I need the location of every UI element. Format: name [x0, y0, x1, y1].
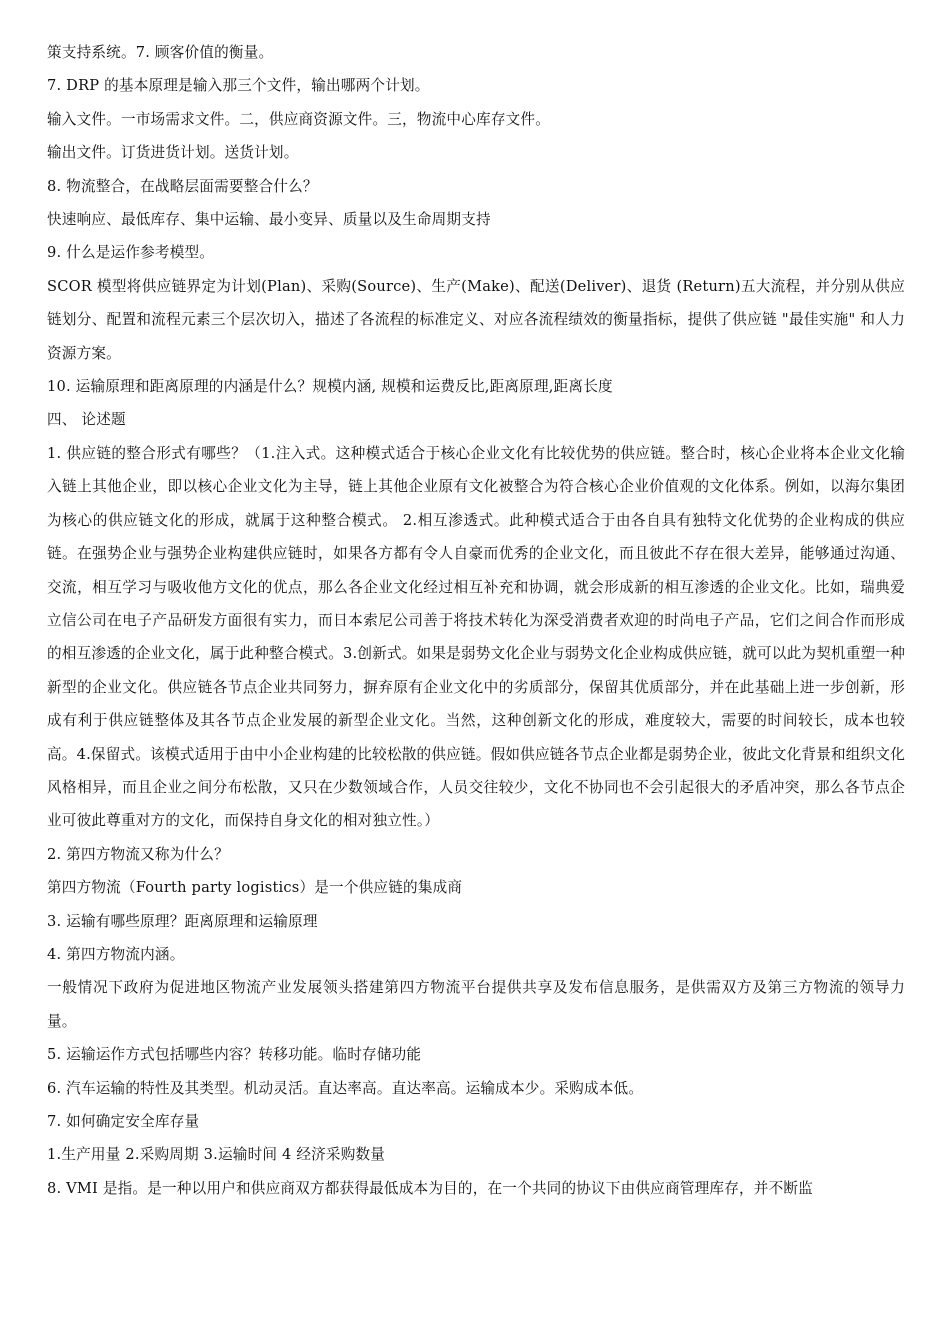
- answer-text: 输入文件。一市场需求文件。二，供应商资源文件。三，物流中心库存文件。: [47, 110, 550, 128]
- question-heading: 2. 第四方物流又称为什么？: [47, 845, 229, 863]
- answer-paragraph: SCOR 模型将供应链界定为计划(Plan)、采购(Source)、生产(Make)、配送(Deliver)、退货 (Return)五大流程，并分别从供应链划分、配置和流程元素三个层次切入，描述了各流程的标准定义、对应各流程绩效的衡量指标，提供了供应链 "最佳实施" 和人力资源方案。: [47, 277, 905, 362]
- question-heading: 5. 运输运作方式包括哪些内容？转移功能。临时存储功能: [47, 1046, 422, 1064]
- question-heading: 10. 运输原理和距离原理的内涵是什么？规模内涵, 规模和运费反比,距离原理,距离长度: [47, 378, 613, 396]
- document-body: [47, 36, 905, 1205]
- question-heading: 9. 什么是运作参考模型。: [47, 244, 215, 262]
- question-heading: 4. 第四方物流内涵。: [47, 945, 185, 963]
- answer-text: 快速响应、最低库存、集中运输、最小变异、质量以及生命周期支持: [47, 211, 491, 229]
- question-heading: 7. 如何确定安全库存量: [47, 1113, 200, 1130]
- section-heading: 四、 论述题: [47, 411, 126, 429]
- question-heading: 7. DRP 的基本原理是输入那三个文件，输出哪两个计划。: [47, 77, 430, 95]
- answer-paragraph: 1. 供应链的整合形式有哪些？（1.注入式。这种模式适合于核心企业文化有比较优势的供应链。整合时，核心企业将本企业文化输入链上其他企业，即以核心企业文化为主导，链上其他企业原有文化被整合为符合核心企业价值观的文化体系。例如，以海尔集团为核心的供应链文化的形成，就属于这种整合模式。 2.相互渗透式。此种模式适合于由各自具有独特文化优势的企业构成的供应链。在强势企业与强势企业构建供应链时，如果各方都有令人自豪而优秀的企业文化，而且彼此不存在很大差异，能够通过沟通、交流，相互学习与吸收他方文化的优点，那么各企业文化经过相互补充和协调，就会形成新的相互渗透的企业文化。比如，瑞典爱立信公司在电子产品研发方面很有实力，而日本索尼公司善于将技术转化为深受消费者欢迎的时尚电子产品，它们之间合作而形成的相互渗透的企业文化，属于此种整合模式。3.创新式。如果是弱势文化企业与弱势文化企业构成供应链，就可以此为契机重塑一种新型的企业文化。供应链各节点企业共同努力，摒弃原有企业文化中的劣质部分，保留其优质部分，并在此基础上进一步创新，形成有利于供应链整体及其各节点企业发展的新型企业文化。当然，这种创新文化的形成，难度较大，需要的时间较长，成本也较高。4.保留式。该模式适用于由中小企业构建的比较松散的供应链。假如供应链各节点企业都是弱势企业，彼此文化背景和组织文化风格相异，而且企业之间分布松散，又只在少数领域合作，人员交往较少，文化不协同也不会引起很大的矛盾冲突，那么各节点企业可彼此尊重对方的文化，而保持自身文化的相对独立性。）: [47, 444, 905, 830]
- answer-paragraph: 一般情况下政府为促进地区物流产业发展领头搭建第四方物流平台提供共享及发布信息服务，是供需双方及第三方物流的领导力量。: [47, 979, 905, 1030]
- question-heading: 6. 汽车运输的特性及其类型。机动灵活。直达率高。直达率高。运输成本少。采购成本低。: [47, 1079, 644, 1097]
- question-heading: 8. VMI 是指。是一种以用户和供应商双方都获得最低成本为目的，在一个共同的协议下由供应商管理库存，并不断监: [47, 1179, 813, 1197]
- answer-text: 1.生产用量 2.采购周期 3.运输时间 4 经济采购数量: [47, 1146, 386, 1164]
- answer-text: 第四方物流（Fourth party logistics）是一个供应链的集成商: [47, 879, 463, 897]
- answer-text: 输出文件。订货进货计划。送货计划。: [47, 144, 299, 162]
- question-heading: 8. 物流整合，在战略层面需要整合什么？: [47, 177, 318, 195]
- text-line: 策支持系统。7. 顾客价值的衡量。: [47, 44, 274, 61]
- question-heading: 3. 运输有哪些原理？距离原理和运输原理: [47, 912, 318, 930]
